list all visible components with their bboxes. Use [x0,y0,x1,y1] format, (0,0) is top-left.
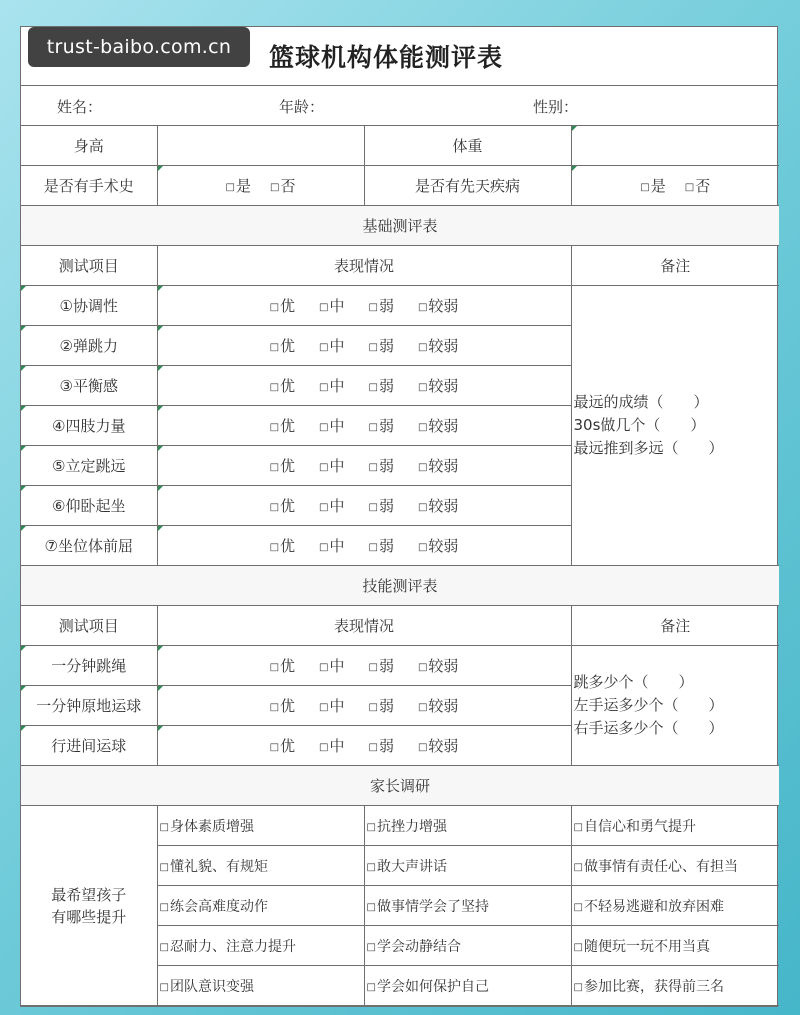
skill-col-note: 备注 [571,606,779,646]
grade-label: 优 [280,657,296,675]
wish-label: 身体素质增强 [169,818,254,835]
grade-label: 较弱 [428,297,459,315]
skill-grade-options [157,726,571,766]
wish-label: 学会如何保护自己 [376,978,489,995]
body-row-2 [21,166,779,206]
grade-option[interactable] [319,495,344,516]
grade-option[interactable] [418,375,458,396]
congenital-options [571,166,779,206]
grade-option[interactable] [369,295,394,316]
test-item-label: 一分钟跳绳 [21,646,157,686]
checkbox-icon[interactable]: □ [269,382,280,393]
skill-section-row [21,566,779,606]
wish-option[interactable] [364,926,571,966]
checkbox-icon[interactable]: □ [269,702,280,713]
checkbox-icon[interactable]: □ [684,182,695,193]
grade-label: 中 [329,537,345,555]
skill-notes [571,646,779,766]
grade-label: 弱 [378,297,394,315]
wish-label: 学会动静结合 [376,938,461,955]
checkbox-icon[interactable]: □ [269,342,280,353]
basic-grade-options [157,326,571,366]
checkbox-icon[interactable]: □ [417,422,428,433]
parent-section-row [21,766,779,806]
grade-option[interactable] [319,695,344,716]
grade-label: 较弱 [428,377,459,395]
skill-col-item: 测试项目 [21,606,157,646]
age-label: 年龄： [279,98,325,116]
surgery-label: 是否有手术史 [21,166,157,206]
basic-grade-options [157,446,571,486]
basic-col-note: 备注 [571,246,779,286]
weight-field[interactable] [571,126,779,166]
table-row [21,646,779,686]
checkbox-icon[interactable]: □ [319,502,329,513]
grade-option[interactable] [369,375,394,396]
grade-label: 较弱 [428,337,459,355]
checkbox-icon[interactable]: □ [269,662,280,673]
checkbox-icon[interactable]: □ [417,502,428,513]
checkbox-icon[interactable]: □ [417,342,428,353]
checkbox-icon[interactable]: □ [366,941,376,953]
height-label: 身高 [21,126,157,166]
checkbox-icon[interactable]: □ [573,821,583,833]
wish-label: 不轻易逃避和放弃困难 [583,898,724,915]
parent-rows [21,806,779,1006]
wish-option[interactable] [364,886,571,926]
grade-option[interactable] [319,375,344,396]
test-item-label: ⑥仰卧起坐 [21,486,157,526]
grade-label: 中 [329,297,345,315]
basic-section-title: 基础测评表 [21,206,779,246]
test-item-label: ①协调性 [21,286,157,326]
wish-label: 懂礼貌、有规矩 [169,858,268,875]
wish-option[interactable] [364,966,571,1006]
skill-grade-options [157,686,571,726]
grade-option[interactable] [369,655,394,676]
checkbox-icon[interactable]: □ [368,462,378,473]
basic-grade-options [157,526,571,566]
grade-label: 中 [329,417,345,435]
grade-label: 弱 [378,737,394,755]
note-line: 最远推到多远（ ） [573,439,724,457]
checkbox-icon[interactable]: □ [640,182,650,193]
grade-option[interactable] [369,455,394,476]
grade-option[interactable] [319,655,344,676]
grade-label: 弱 [378,537,394,555]
grade-option[interactable] [319,535,344,556]
grade-label: 中 [329,737,345,755]
skill-grade-options [157,646,571,686]
grade-option[interactable] [369,695,394,716]
skill-rows [21,646,779,766]
checkbox-icon[interactable]: □ [417,382,428,393]
test-item-label: 行进间运球 [21,726,157,766]
skill-col-perf: 表现情况 [157,606,571,646]
note-line: 左手运多少个（ ） [573,696,724,714]
checkbox-icon[interactable]: □ [319,422,329,433]
no-label: 否 [695,177,711,195]
question-line: 最希望孩子 [51,885,127,904]
grade-option[interactable] [369,335,394,356]
grade-option[interactable] [418,415,458,436]
wish-label: 做事情学会了坚持 [376,898,489,915]
grade-option[interactable] [418,455,458,476]
wish-option[interactable] [571,886,779,926]
grade-option[interactable] [270,335,295,356]
checkbox-icon[interactable]: □ [269,462,280,473]
checkbox-icon[interactable]: □ [319,742,329,753]
grade-label: 中 [329,457,345,475]
wish-label: 忍耐力、注意力提升 [169,938,296,955]
grade-label: 中 [329,377,345,395]
question-line: 有哪些提升 [51,907,127,926]
grade-label: 较弱 [428,417,459,435]
gender-label: 性别： [533,98,579,116]
grade-option[interactable] [270,495,295,516]
name-label: 姓名： [57,98,103,116]
skill-header-row [21,606,779,646]
basic-col-item: 测试项目 [21,246,157,286]
basic-rows [21,286,779,566]
checkbox-icon[interactable]: □ [368,542,378,553]
grade-label: 优 [280,497,296,515]
grade-option[interactable] [418,735,458,756]
grade-option[interactable] [270,455,295,476]
wish-option[interactable] [157,966,364,1006]
surgery-options [157,166,364,206]
wish-label: 做事情有责任心、有担当 [583,858,738,875]
grade-option[interactable] [270,295,295,316]
skill-section-title: 技能测评表 [21,566,779,606]
test-item-label: ⑤立定跳远 [21,446,157,486]
checkbox-icon[interactable]: □ [319,462,329,473]
test-item-label: ④四肢力量 [21,406,157,446]
grade-label: 中 [329,657,345,675]
note-line: 最远的成绩（ ） [573,393,709,411]
wish-option[interactable] [157,846,364,886]
grade-option[interactable] [319,455,344,476]
grade-option[interactable] [270,535,295,556]
checkbox-icon[interactable]: □ [319,702,329,713]
wish-option[interactable] [157,926,364,966]
checkbox-icon[interactable]: □ [573,861,583,873]
weight-label: 体重 [364,126,571,166]
wish-option[interactable] [157,886,364,926]
grade-option[interactable] [418,695,458,716]
yes-label: 是 [235,177,251,195]
checkbox-icon[interactable]: □ [270,182,280,193]
checkbox-icon[interactable]: □ [269,742,280,753]
wish-option[interactable] [157,806,364,846]
checkbox-icon[interactable]: □ [319,302,329,313]
test-item-label: ⑦坐位体前屈 [21,526,157,566]
grade-label: 弱 [378,377,394,395]
wish-label: 随便玩一玩不用当真 [583,938,710,955]
grade-label: 较弱 [428,737,459,755]
checkbox-icon[interactable]: □ [368,382,378,393]
test-item-label: ③平衡感 [21,366,157,406]
checkbox-icon[interactable]: □ [573,981,583,993]
grade-label: 优 [280,417,296,435]
grade-label: 中 [329,337,345,355]
body-row-1 [21,126,779,166]
grade-label: 弱 [378,697,394,715]
grade-option[interactable] [319,295,344,316]
grade-option[interactable] [369,415,394,436]
checkbox-icon[interactable]: □ [368,422,378,433]
grade-label: 优 [280,737,296,755]
checkbox-icon[interactable]: □ [319,662,329,673]
info-row [21,85,777,125]
checkbox-icon[interactable]: □ [573,901,583,913]
wish-label: 抗挫力增强 [376,818,447,835]
checkbox-icon[interactable]: □ [417,742,428,753]
grade-label: 优 [280,377,296,395]
grade-option[interactable] [418,335,458,356]
checkbox-icon[interactable]: □ [269,542,280,553]
assessment-sheet [20,26,778,1007]
grade-label: 弱 [378,657,394,675]
checkbox-icon[interactable]: □ [368,342,378,353]
checkbox-icon[interactable]: □ [368,662,378,673]
basic-notes [571,286,779,566]
note-line: 跳多少个（ ） [573,673,694,691]
checkbox-icon[interactable]: □ [159,821,169,833]
basic-col-perf: 表现情况 [157,246,571,286]
basic-grade-options [157,366,571,406]
wish-label: 参加比赛，获得前三名 [583,978,724,995]
checkbox-icon[interactable]: □ [319,342,329,353]
checkbox-icon[interactable]: □ [417,302,428,313]
wish-label: 敢大声讲话 [376,858,447,875]
checkbox-icon[interactable]: □ [417,662,428,673]
test-item-label: 一分钟原地运球 [21,686,157,726]
grade-label: 中 [329,497,345,515]
checkbox-icon[interactable]: □ [368,302,378,313]
basic-header-row [21,246,779,286]
basic-grade-options [157,286,571,326]
checkbox-icon[interactable]: □ [573,941,583,953]
parent-question [21,806,157,1006]
grade-label: 优 [280,337,296,355]
grade-option[interactable] [418,295,458,316]
checkbox-icon[interactable]: □ [417,542,428,553]
checkbox-icon[interactable]: □ [417,702,428,713]
grade-label: 弱 [378,457,394,475]
test-item-label: ②弹跳力 [21,326,157,366]
wish-label: 自信心和勇气提升 [583,818,696,835]
table-row [21,806,779,846]
grade-option[interactable] [319,335,344,356]
table-row [21,286,779,326]
basic-section-row [21,206,779,246]
grade-option[interactable] [369,495,394,516]
grade-option[interactable] [418,535,458,556]
checkbox-icon[interactable]: □ [269,302,280,313]
grade-option[interactable] [270,655,295,676]
checkbox-icon[interactable]: □ [366,901,376,913]
grade-option[interactable] [369,735,394,756]
congenital-label: 是否有先天疾病 [364,166,571,206]
checkbox-icon[interactable]: □ [225,182,235,193]
grade-label: 较弱 [428,457,459,475]
grade-option[interactable] [319,735,344,756]
page-title: 篮球机构体能测评表 [269,43,504,72]
checkbox-icon[interactable]: □ [366,821,376,833]
checkbox-icon[interactable]: □ [269,422,280,433]
grade-option[interactable] [418,495,458,516]
checkbox-icon[interactable]: □ [366,861,376,873]
checkbox-icon[interactable]: □ [159,981,169,993]
checkbox-icon[interactable]: □ [417,462,428,473]
wish-option[interactable] [571,966,779,1006]
watermark: trust-baibo.com.cn [28,27,250,67]
checkbox-icon[interactable]: □ [159,941,169,953]
grade-option[interactable] [270,375,295,396]
wish-label: 团队意识变强 [169,978,254,995]
grade-label: 较弱 [428,497,459,515]
grade-label: 较弱 [428,697,459,715]
checkbox-icon[interactable]: □ [319,382,329,393]
grade-label: 优 [280,537,296,555]
grade-option[interactable] [270,415,295,436]
grade-label: 优 [280,297,296,315]
checkbox-icon[interactable]: □ [269,502,280,513]
wish-option[interactable] [364,846,571,886]
basic-grade-options [157,406,571,446]
checkbox-icon[interactable]: □ [159,901,169,913]
grade-option[interactable] [418,655,458,676]
grade-label: 优 [280,457,296,475]
grade-option[interactable] [270,695,295,716]
wish-option[interactable] [364,806,571,846]
grade-label: 优 [280,697,296,715]
parent-section-title: 家长调研 [21,766,779,806]
checkbox-icon[interactable]: □ [319,542,329,553]
wish-label: 练会高难度动作 [169,898,268,915]
no-label: 否 [280,177,296,195]
note-line: 30s做几个（ ） [573,416,706,434]
yes-label: 是 [650,177,666,195]
wish-option[interactable] [571,926,779,966]
checkbox-icon[interactable]: □ [159,861,169,873]
checkbox-icon[interactable]: □ [368,742,378,753]
grade-label: 较弱 [428,657,459,675]
checkbox-icon[interactable]: □ [368,702,378,713]
grade-option[interactable] [319,415,344,436]
wish-option[interactable] [571,806,779,846]
grade-label: 较弱 [428,537,459,555]
checkbox-icon[interactable]: □ [366,981,376,993]
assessment-table [21,125,779,1006]
checkbox-icon[interactable]: □ [368,502,378,513]
grade-label: 弱 [378,417,394,435]
basic-grade-options [157,486,571,526]
height-field[interactable] [157,126,364,166]
grade-label: 中 [329,697,345,715]
note-line: 右手运多少个（ ） [573,719,724,737]
grade-label: 弱 [378,337,394,355]
grade-label: 弱 [378,497,394,515]
wish-option[interactable] [571,846,779,886]
grade-option[interactable] [270,735,295,756]
grade-option[interactable] [369,535,394,556]
